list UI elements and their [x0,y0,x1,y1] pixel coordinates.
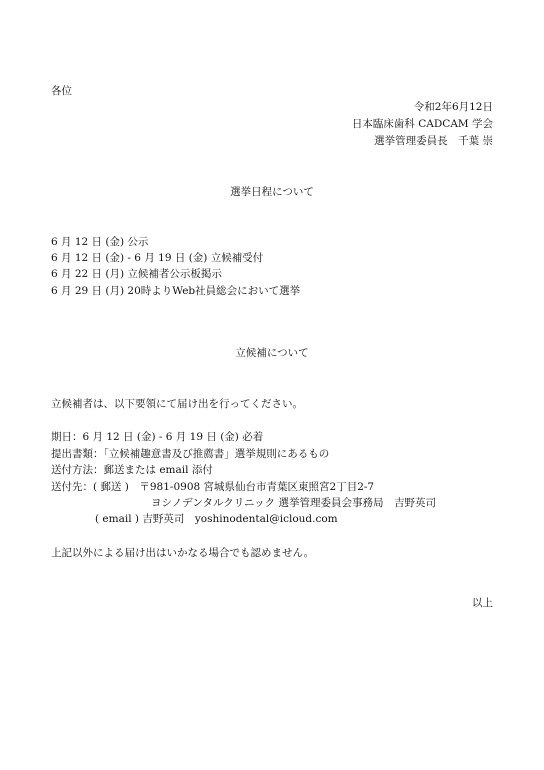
document-date: 令和2年6月12日 [413,101,493,113]
submission-method: 送付方法：郵送または email 添付 [51,464,213,476]
schedule-item: 6 月 22 日 (月) 立候補者公示板掲示 [51,268,222,280]
schedule-item: 6 月 12 日 (金) - 6 月 19 日 (金) 立候補受付 [51,252,264,264]
candidacy-intro: 立候補者は、以下要領にて届け出を行ってください。 [51,398,303,410]
required-documents: 提出書類：「立候補趣意書及び推薦書」選挙規則にあるもの [51,448,330,460]
notice: 上記以外による届け出はいかなる場合でも認めません。 [51,547,315,559]
schedule-item: 6 月 12 日 (金) 公示 [51,236,149,248]
email-address: ( email ) 吉野英司 yoshinodental@icloud.com [95,513,338,525]
addressee: 各位 [51,85,72,97]
organization-name: 日本臨床歯科 CADCAM 学会 [351,118,493,130]
submission-period: 期日：6 月 12 日 (金) - 6 月 19 日 (金) 必着 [51,431,264,443]
postal-address: 送付先：( 郵送 ) 〒981-0908 宮城県仙台市青葉区東照宮2丁目2-7 [51,481,375,493]
candidacy-heading: 立候補について [235,347,309,359]
closing: 以上 [472,597,493,609]
office-name: ヨシノデンタルクリニック 選挙管理委員会事務局 吉野英司 [151,497,436,509]
schedule-item: 6 月 29 日 (月) 20時よりWeb社員総会において選挙 [51,285,301,297]
schedule-heading: 選挙日程について [230,186,314,198]
signatory: 選挙管理委員長 千葉 崇 [374,135,493,147]
